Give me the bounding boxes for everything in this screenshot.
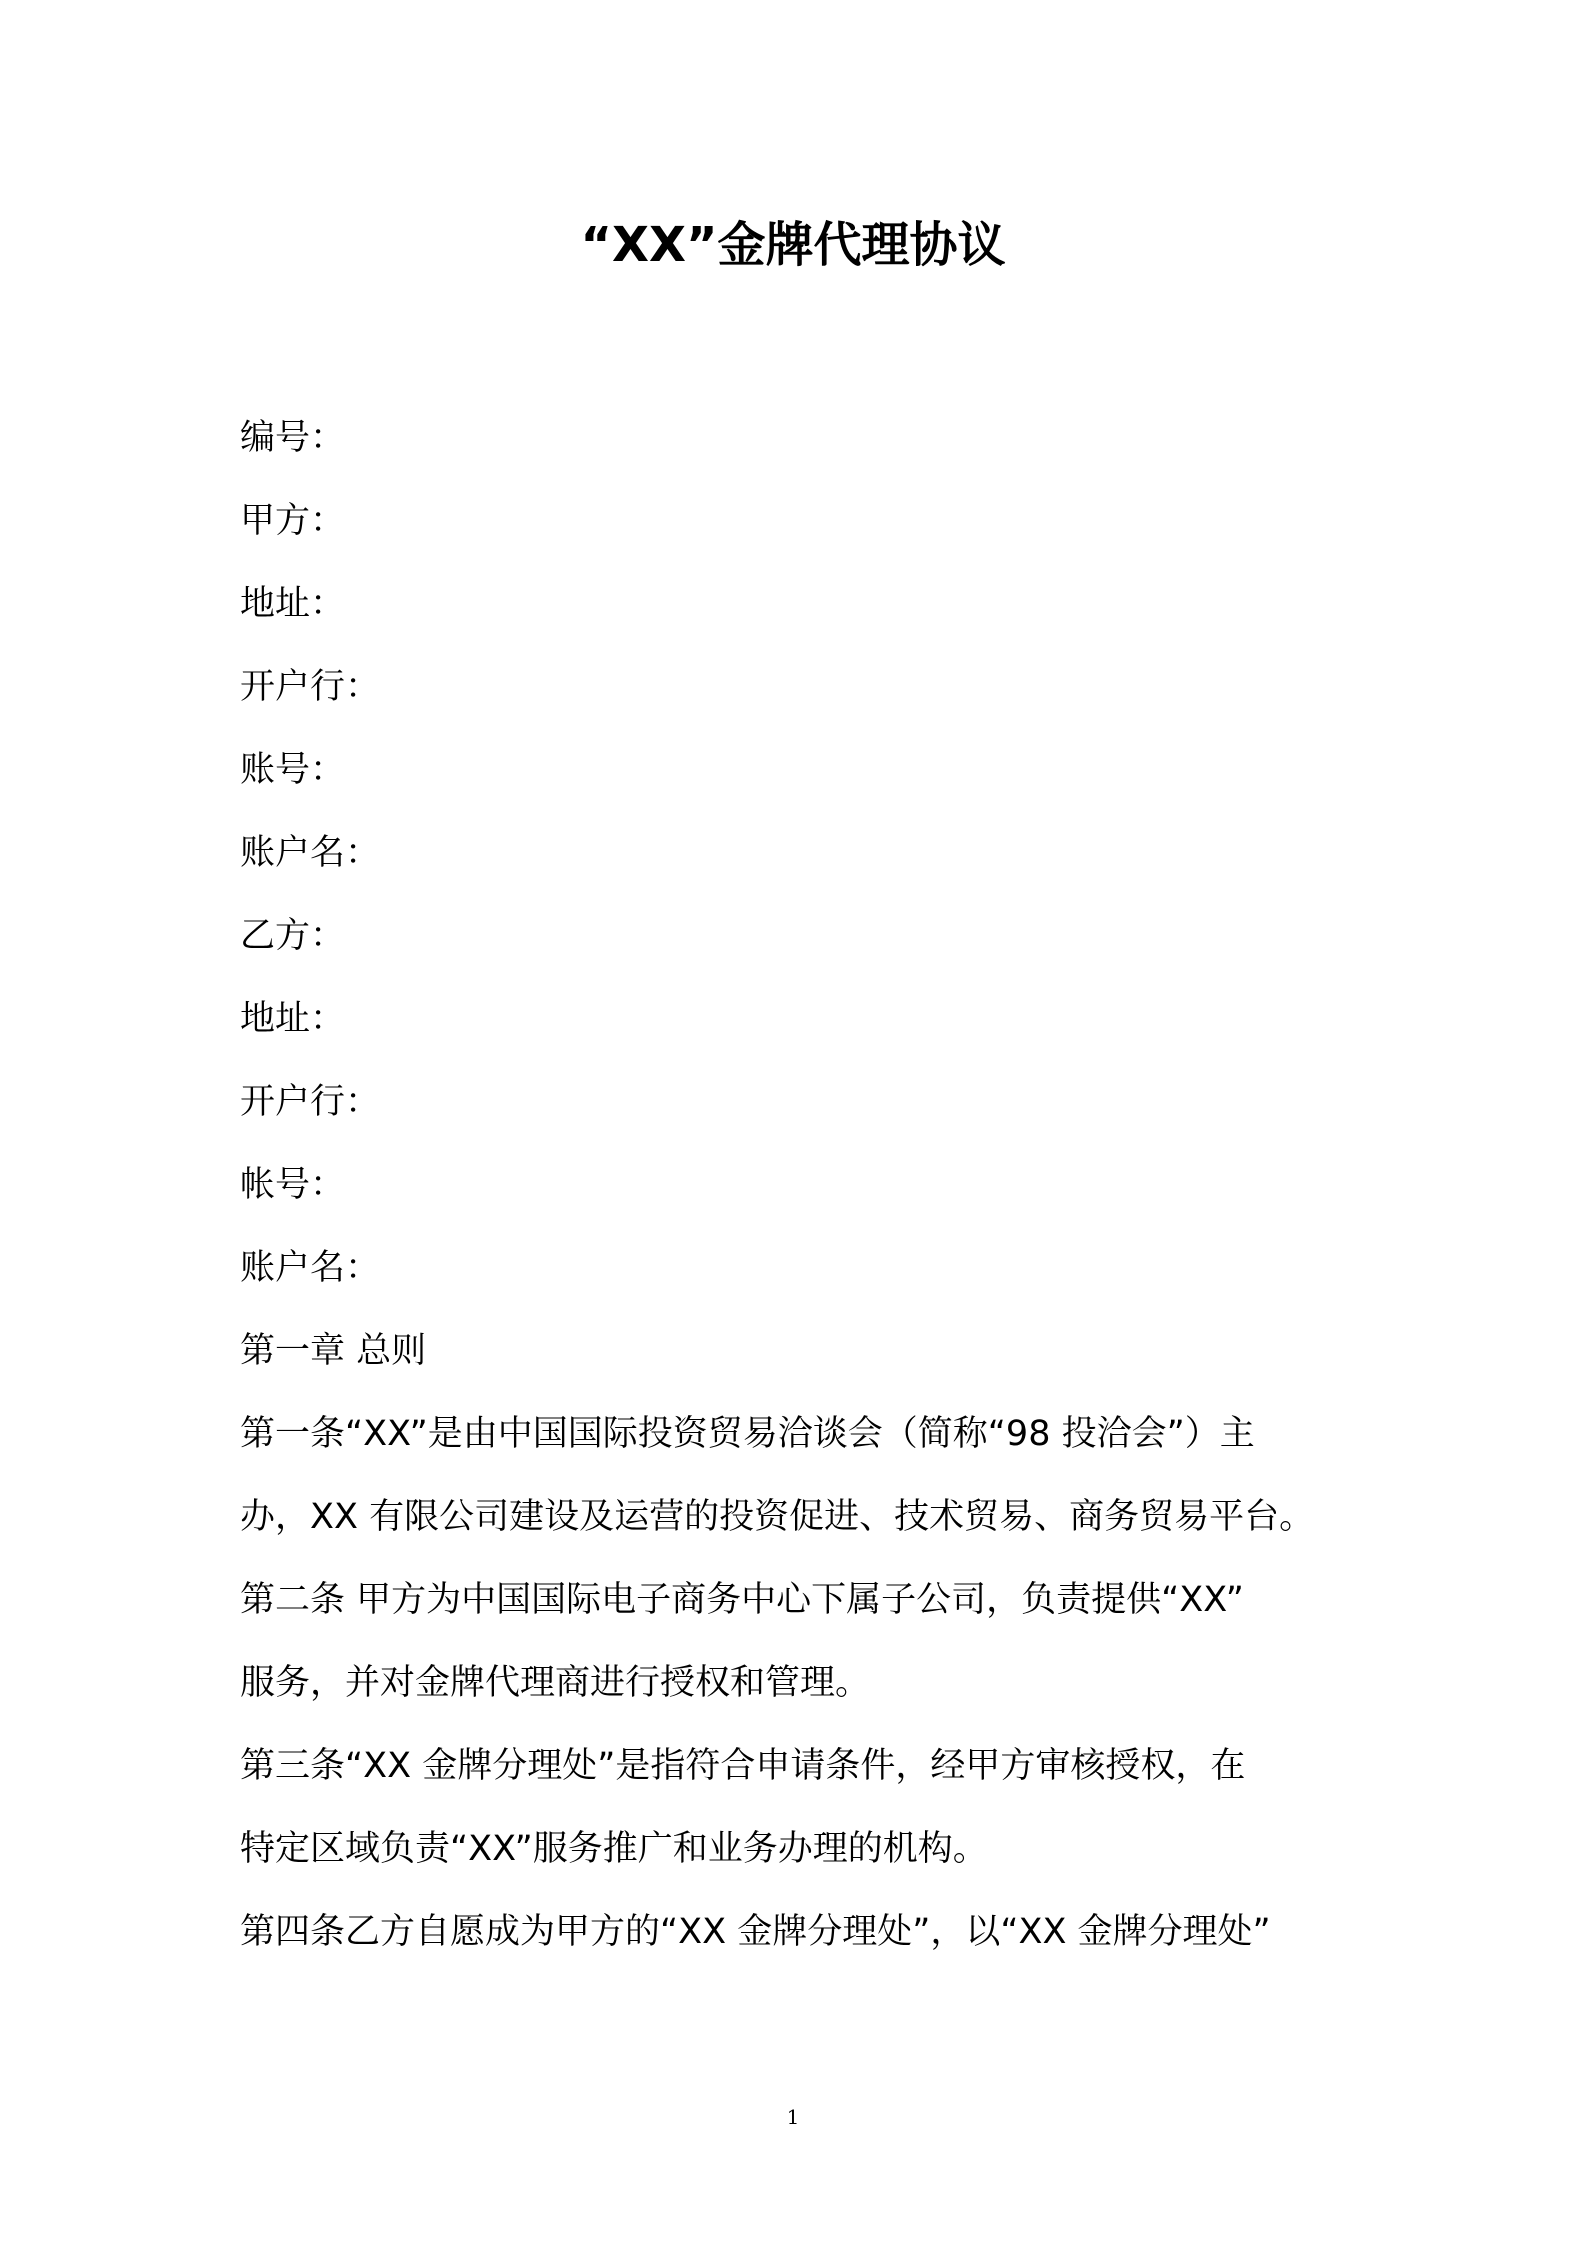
field-party-b-bank: 开户行： [240,1082,381,1122]
field-party-a-account-name: 账户名： [240,833,381,873]
article-1-line-1: 第一条“XX”是由中国国际投资贸易洽谈会（简称“98 投洽会”）主 [240,1414,1255,1454]
article-4-line-1: 第四条乙方自愿成为甲方的“XX 金牌分理处”，以“XX 金牌分理处” [240,1912,1271,1952]
field-party-a: 甲方： [240,501,346,541]
field-party-a-bank: 开户行： [240,667,381,707]
field-serial-number: 编号： [240,418,346,458]
document-body [240,397,1370,1974]
chapter-heading: 第一章 总则 [240,1331,427,1371]
article-2-line-1: 第二条 甲方为中国国际电子商务中心下属子公司，负责提供“XX” [240,1580,1244,1620]
field-party-b-address: 地址： [240,999,346,1039]
field-party-b-account-number: 帐号： [240,1165,346,1205]
field-party-b: 乙方： [240,916,346,956]
field-party-a-account-number: 账号： [240,750,346,790]
field-party-a-address: 地址： [240,584,346,624]
article-2-line-2: 服务，并对金牌代理商进行授权和管理。 [240,1663,871,1703]
document-title: “XX”金牌代理协议 [580,217,1006,273]
field-party-b-account-name: 账户名： [240,1248,381,1288]
article-1-line-2: 办，XX 有限公司建设及运营的投资促进、技术贸易、商务贸易平台。 [240,1497,1315,1537]
page-number: 1 [786,2105,800,2129]
article-3-line-1: 第三条“XX 金牌分理处”是指符合申请条件，经甲方审核授权，在 [240,1746,1246,1786]
article-3-line-2: 特定区域负责“XX”服务推广和业务办理的机构。 [240,1829,988,1869]
